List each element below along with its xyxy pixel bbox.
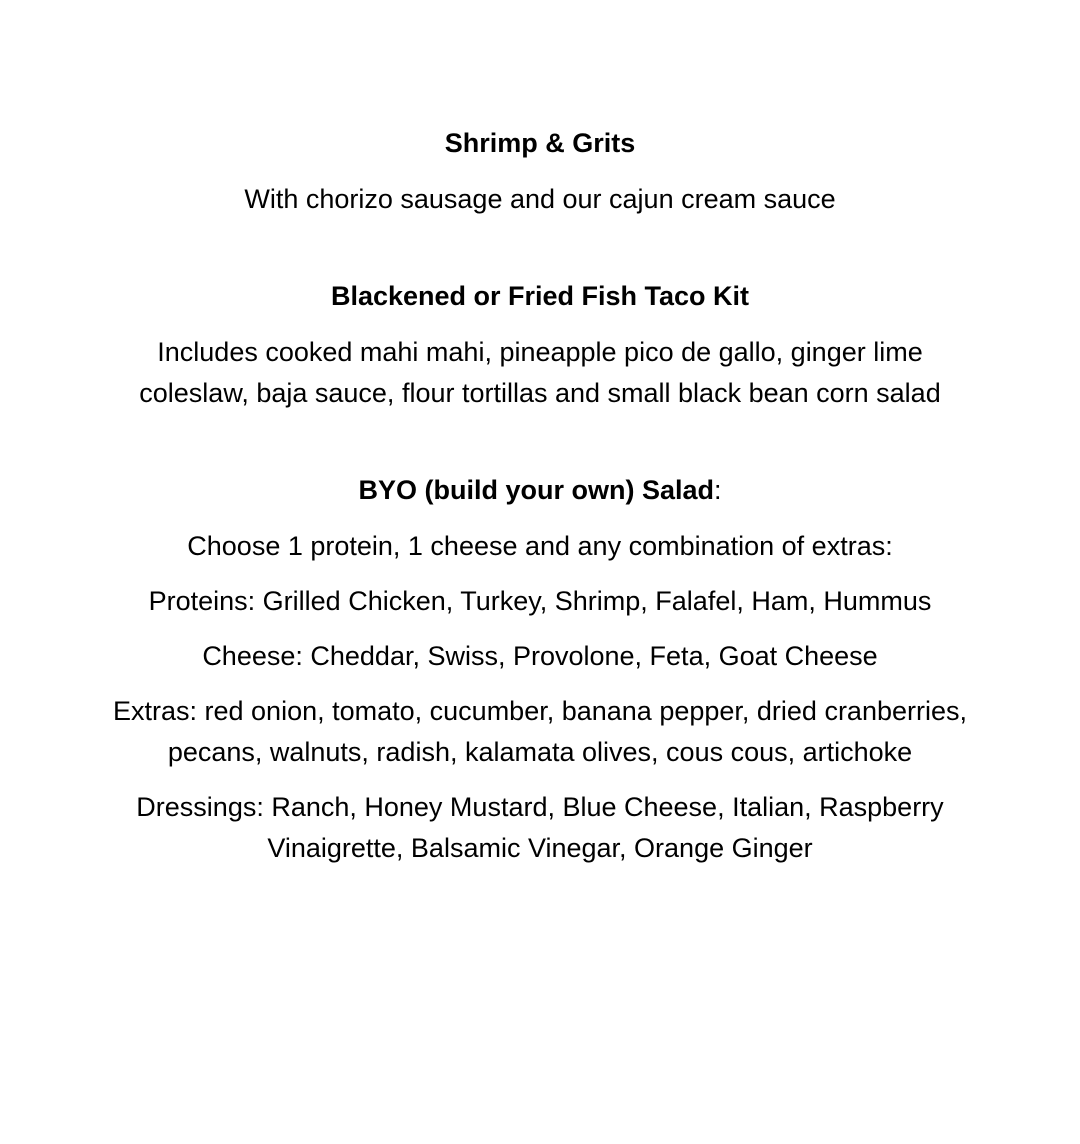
salad-title-colon: :	[714, 475, 722, 505]
salad-title: BYO (build your own) Salad	[358, 475, 714, 505]
salad-dressings: Dressings: Ranch, Honey Mustard, Blue Cheese, Italian, Raspberry Vinaigrette, Balsamic Vinegar, Orange Ginger	[136, 792, 944, 863]
menu-item-fish-taco-kit	[110, 276, 970, 414]
section-spacer	[110, 414, 970, 470]
item-title: Shrimp & Grits	[444, 128, 636, 158]
salad-extras: Extras: red onion, tomato, cucumber, banana pepper, dried cranberries, pecans, walnuts, radish, kalamata olives, cous cous, artichoke	[113, 696, 967, 767]
section-spacer	[110, 220, 970, 276]
menu-item-shrimp-grits	[110, 123, 970, 220]
item-description: Includes cooked mahi mahi, pineapple pico de gallo, ginger lime coleslaw, baja sauce, flour tortillas and small black bean corn salad	[139, 337, 941, 408]
item-description: With chorizo sausage and our cajun cream sauce	[244, 184, 836, 214]
item-title: Blackened or Fried Fish Taco Kit	[330, 281, 750, 311]
menu-content	[110, 123, 970, 883]
salad-proteins: Proteins: Grilled Chicken, Turkey, Shrimp, Falafel, Ham, Hummus	[148, 586, 932, 616]
salad-heading	[110, 470, 970, 511]
salad-intro: Choose 1 protein, 1 cheese and any combination of extras:	[187, 531, 893, 561]
salad-cheese: Cheese: Cheddar, Swiss, Provolone, Feta, Goat Cheese	[202, 641, 878, 671]
menu-item-byo-salad	[110, 470, 970, 869]
